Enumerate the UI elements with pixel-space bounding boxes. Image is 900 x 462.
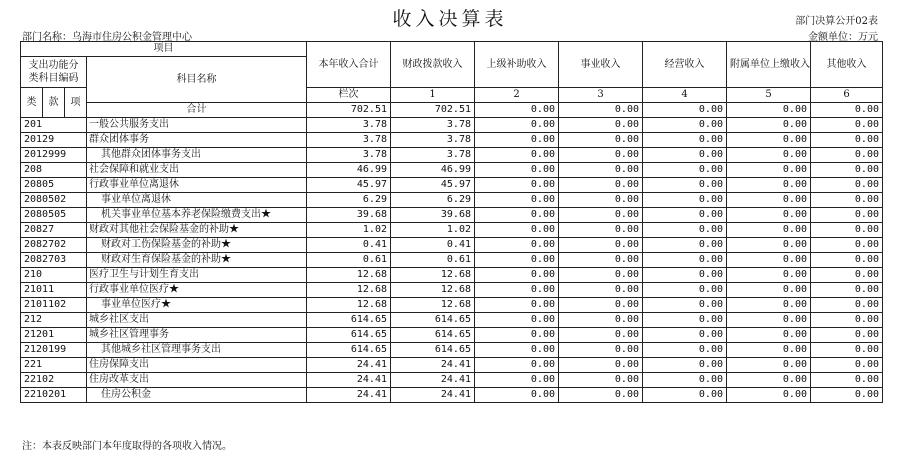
amount-cell: 0.41: [391, 238, 475, 253]
table-row: [21, 328, 883, 343]
amount-cell: 0.00: [811, 193, 883, 208]
table-row: [21, 268, 883, 283]
total-value: 0.00: [559, 103, 643, 118]
amount-cell: 0.00: [811, 343, 883, 358]
total-value: 0.00: [643, 103, 727, 118]
amount-cell: 0.00: [727, 283, 811, 298]
amount-cell: 0.00: [559, 163, 643, 178]
amount-cell: 0.00: [643, 118, 727, 133]
amount-cell: 45.97: [391, 178, 475, 193]
subject-name: 机关事业单位基本养老保险缴费支出★: [87, 208, 307, 223]
subject-name: 财政对其他社会保险基金的补助★: [87, 223, 307, 238]
amount-cell: 0.00: [475, 373, 559, 388]
amount-cell: 0.00: [811, 298, 883, 313]
amount-cell: 614.65: [307, 313, 391, 328]
amount-cell: 0.00: [559, 253, 643, 268]
amount-cell: 614.65: [307, 328, 391, 343]
amount-cell: 0.00: [727, 358, 811, 373]
amount-cell: 0.00: [811, 223, 883, 238]
amount-cell: 0.00: [643, 238, 727, 253]
table-row: [21, 238, 883, 253]
amount-cell: 0.00: [727, 373, 811, 388]
subject-name: 城乡社区支出: [87, 313, 307, 328]
amount-cell: 46.99: [391, 163, 475, 178]
amount-cell: 614.65: [391, 313, 475, 328]
table-row: [21, 223, 883, 238]
amount-cell: 0.00: [643, 373, 727, 388]
amount-cell: 0.00: [475, 193, 559, 208]
amount-cell: 1.02: [307, 223, 391, 238]
column-number: 3: [559, 88, 643, 103]
amount-cell: 12.68: [391, 268, 475, 283]
subject-name: 医疗卫生与计划生育支出: [87, 268, 307, 283]
amount-cell: 46.99: [307, 163, 391, 178]
amount-cell: 0.00: [811, 148, 883, 163]
amount-cell: 3.78: [391, 148, 475, 163]
table-row: [21, 283, 883, 298]
subject-code: 21201: [21, 328, 87, 343]
amount-cell: 0.00: [643, 328, 727, 343]
total-value: 702.51: [307, 103, 391, 118]
xiang-header: 项: [65, 88, 87, 118]
subject-name: 群众团体事务: [87, 133, 307, 148]
subject-code: 2080505: [21, 208, 87, 223]
amount-cell: 0.00: [643, 283, 727, 298]
amount-cell: 0.00: [811, 178, 883, 193]
amount-cell: 0.00: [643, 163, 727, 178]
subject-code: 20129: [21, 133, 87, 148]
amount-cell: 1.02: [391, 223, 475, 238]
subject-name: 一般公共服务支出: [87, 118, 307, 133]
amount-cell: 0.00: [559, 223, 643, 238]
table-row: [21, 373, 883, 388]
subject-name: 财政对工伤保险基金的补助★: [87, 238, 307, 253]
amount-cell: 0.00: [643, 148, 727, 163]
column-header: 上级补助收入: [475, 42, 559, 88]
column-number: 4: [643, 88, 727, 103]
amount-cell: 0.00: [475, 358, 559, 373]
amount-cell: 614.65: [307, 343, 391, 358]
page-title: 收入决算表: [392, 8, 508, 30]
amount-cell: 0.00: [475, 133, 559, 148]
kuan-header: 款: [43, 88, 65, 118]
amount-cell: 0.00: [727, 193, 811, 208]
amount-cell: 12.68: [391, 283, 475, 298]
subject-code: 2082703: [21, 253, 87, 268]
amount-cell: 0.00: [559, 328, 643, 343]
subject-name: 住房改革支出: [87, 373, 307, 388]
subject-code: 210: [21, 268, 87, 283]
amount-cell: 3.78: [391, 133, 475, 148]
amount-cell: 0.00: [811, 268, 883, 283]
table-row: [21, 298, 883, 313]
amount-cell: 0.00: [727, 148, 811, 163]
amount-cell: 0.00: [811, 283, 883, 298]
amount-cell: 0.00: [475, 253, 559, 268]
table-row: [21, 358, 883, 373]
subject-name: 住房保障支出: [87, 358, 307, 373]
amount-cell: 12.68: [391, 298, 475, 313]
amount-cell: 0.00: [475, 283, 559, 298]
amount-cell: 0.00: [559, 148, 643, 163]
total-label: 合计: [87, 103, 307, 118]
table-row: [21, 148, 883, 163]
amount-cell: 0.00: [727, 313, 811, 328]
subject-code: 201: [21, 118, 87, 133]
amount-cell: 0.00: [727, 328, 811, 343]
amount-cell: 0.00: [727, 343, 811, 358]
amount-cell: 0.00: [475, 148, 559, 163]
amount-cell: 0.00: [811, 328, 883, 343]
amount-cell: 0.00: [727, 163, 811, 178]
subject-code: 2080502: [21, 193, 87, 208]
column-number: 2: [475, 88, 559, 103]
income-table: [20, 41, 883, 403]
total-value: 0.00: [811, 103, 883, 118]
func-code-header: 支出功能分类科目编码: [21, 57, 87, 88]
amount-cell: 0.00: [643, 313, 727, 328]
amount-cell: 0.00: [559, 283, 643, 298]
amount-cell: 24.41: [391, 373, 475, 388]
total-value: 0.00: [727, 103, 811, 118]
subject-code: 2101102: [21, 298, 87, 313]
amount-cell: 0.00: [643, 358, 727, 373]
table-row: [21, 163, 883, 178]
column-header: 其他收入: [811, 42, 883, 88]
amount-cell: 6.29: [307, 193, 391, 208]
total-value: 0.00: [475, 103, 559, 118]
amount-cell: 3.78: [307, 133, 391, 148]
amount-cell: 0.00: [559, 268, 643, 283]
amount-cell: 0.00: [643, 253, 727, 268]
amount-cell: 0.00: [559, 193, 643, 208]
column-header: 财政拨款收入: [391, 42, 475, 88]
amount-cell: 0.00: [811, 373, 883, 388]
amount-cell: 24.41: [391, 358, 475, 373]
amount-cell: 0.00: [475, 298, 559, 313]
amount-cell: 0.00: [811, 388, 883, 403]
subject-name: 行政事业单位医疗★: [87, 283, 307, 298]
subject-code: 208: [21, 163, 87, 178]
amount-cell: 0.00: [559, 358, 643, 373]
amount-cell: 0.00: [559, 208, 643, 223]
amount-cell: 0.41: [307, 238, 391, 253]
amount-cell: 0.00: [811, 253, 883, 268]
lei-header: 类: [21, 88, 43, 118]
subject-name: 事业单位医疗★: [87, 298, 307, 313]
amount-cell: 0.00: [811, 133, 883, 148]
amount-cell: 0.00: [727, 388, 811, 403]
subject-name: 财政对生育保险基金的补助★: [87, 253, 307, 268]
subject-code: 20827: [21, 223, 87, 238]
amount-cell: 12.68: [307, 268, 391, 283]
amount-cell: 0.61: [391, 253, 475, 268]
amount-cell: 3.78: [307, 118, 391, 133]
amount-cell: 24.41: [307, 388, 391, 403]
subject-code: 212: [21, 313, 87, 328]
amount-cell: 0.00: [475, 343, 559, 358]
amount-cell: 0.00: [559, 388, 643, 403]
total-value: 702.51: [391, 103, 475, 118]
amount-cell: 0.00: [475, 178, 559, 193]
amount-cell: 0.00: [559, 238, 643, 253]
amount-cell: 0.00: [559, 133, 643, 148]
amount-cell: 0.00: [811, 118, 883, 133]
amount-cell: 0.00: [559, 298, 643, 313]
amount-cell: 0.00: [475, 223, 559, 238]
subject-name: 其他城乡社区管理事务支出: [87, 343, 307, 358]
amount-cell: 0.00: [727, 133, 811, 148]
col-no-label: 栏次: [307, 88, 391, 103]
amount-cell: 45.97: [307, 178, 391, 193]
footnote: 注：本表反映部门本年度取得的各项收入情况。: [22, 441, 232, 452]
amount-cell: 6.29: [391, 193, 475, 208]
amount-cell: 0.00: [643, 343, 727, 358]
amount-cell: 0.00: [475, 388, 559, 403]
amount-cell: 614.65: [391, 328, 475, 343]
amount-cell: 0.00: [475, 268, 559, 283]
item-header: 项目: [21, 42, 307, 57]
amount-cell: 0.00: [643, 133, 727, 148]
amount-cell: 0.00: [727, 118, 811, 133]
amount-cell: 0.00: [643, 178, 727, 193]
column-header: 本年收入合计: [307, 42, 391, 88]
amount-cell: 0.00: [559, 178, 643, 193]
table-row: [21, 388, 883, 403]
amount-cell: 0.00: [475, 328, 559, 343]
amount-cell: 0.00: [643, 208, 727, 223]
amount-cell: 0.00: [811, 358, 883, 373]
amount-cell: 0.00: [811, 163, 883, 178]
amount-cell: 0.00: [559, 343, 643, 358]
amount-cell: 3.78: [307, 148, 391, 163]
subject-code: 2012999: [21, 148, 87, 163]
subject-code: 20805: [21, 178, 87, 193]
amount-cell: 0.61: [307, 253, 391, 268]
subject-name: 城乡社区管理事务: [87, 328, 307, 343]
column-header: 事业收入: [559, 42, 643, 88]
table-row: [21, 118, 883, 133]
subject-name: 其他群众团体事务支出: [87, 148, 307, 163]
amount-cell: 12.68: [307, 298, 391, 313]
subject-code: 2120199: [21, 343, 87, 358]
amount-cell: 0.00: [475, 163, 559, 178]
amount-cell: 24.41: [391, 388, 475, 403]
amount-cell: 0.00: [475, 208, 559, 223]
amount-unit: 金额单位：万元: [808, 32, 878, 43]
amount-cell: 0.00: [727, 253, 811, 268]
table-row: [21, 178, 883, 193]
subject-name-header: 科目名称: [87, 57, 307, 103]
subject-code: 2210201: [21, 388, 87, 403]
subject-code: 22102: [21, 373, 87, 388]
amount-cell: 39.68: [307, 208, 391, 223]
column-number: 1: [391, 88, 475, 103]
subject-name: 事业单位离退休: [87, 193, 307, 208]
column-header: 经营收入: [643, 42, 727, 88]
amount-cell: 39.68: [391, 208, 475, 223]
amount-cell: 0.00: [643, 193, 727, 208]
form-number: 部门决算公开02表: [795, 16, 878, 27]
amount-cell: 614.65: [391, 343, 475, 358]
amount-cell: 0.00: [559, 118, 643, 133]
amount-cell: 0.00: [475, 313, 559, 328]
subject-name: 住房公积金: [87, 388, 307, 403]
amount-cell: 0.00: [643, 223, 727, 238]
column-header: 附属单位上缴收入: [727, 42, 811, 88]
column-number: 5: [727, 88, 811, 103]
amount-cell: 0.00: [475, 238, 559, 253]
amount-cell: 0.00: [475, 118, 559, 133]
table-row: [21, 343, 883, 358]
table-row: [21, 253, 883, 268]
amount-cell: 0.00: [811, 238, 883, 253]
amount-cell: 0.00: [727, 268, 811, 283]
amount-cell: 0.00: [643, 388, 727, 403]
amount-cell: 0.00: [559, 313, 643, 328]
column-number: 6: [811, 88, 883, 103]
amount-cell: 0.00: [559, 373, 643, 388]
table-row: [21, 193, 883, 208]
table-row: [21, 208, 883, 223]
amount-cell: 0.00: [643, 268, 727, 283]
amount-cell: 0.00: [727, 238, 811, 253]
amount-cell: 0.00: [811, 208, 883, 223]
amount-cell: 12.68: [307, 283, 391, 298]
subject-name: 行政事业单位离退休: [87, 178, 307, 193]
amount-cell: 3.78: [391, 118, 475, 133]
subject-name: 社会保障和就业支出: [87, 163, 307, 178]
table-row: [21, 313, 883, 328]
amount-cell: 0.00: [727, 178, 811, 193]
amount-cell: 0.00: [727, 223, 811, 238]
subject-code: 221: [21, 358, 87, 373]
amount-cell: 24.41: [307, 358, 391, 373]
amount-cell: 0.00: [643, 298, 727, 313]
amount-cell: 24.41: [307, 373, 391, 388]
subject-code: 2082702: [21, 238, 87, 253]
amount-cell: 0.00: [811, 313, 883, 328]
subject-code: 21011: [21, 283, 87, 298]
amount-cell: 0.00: [727, 298, 811, 313]
department-name: 部门名称：乌海市住房公积金管理中心: [22, 32, 192, 43]
table-row: [21, 133, 883, 148]
amount-cell: 0.00: [727, 208, 811, 223]
